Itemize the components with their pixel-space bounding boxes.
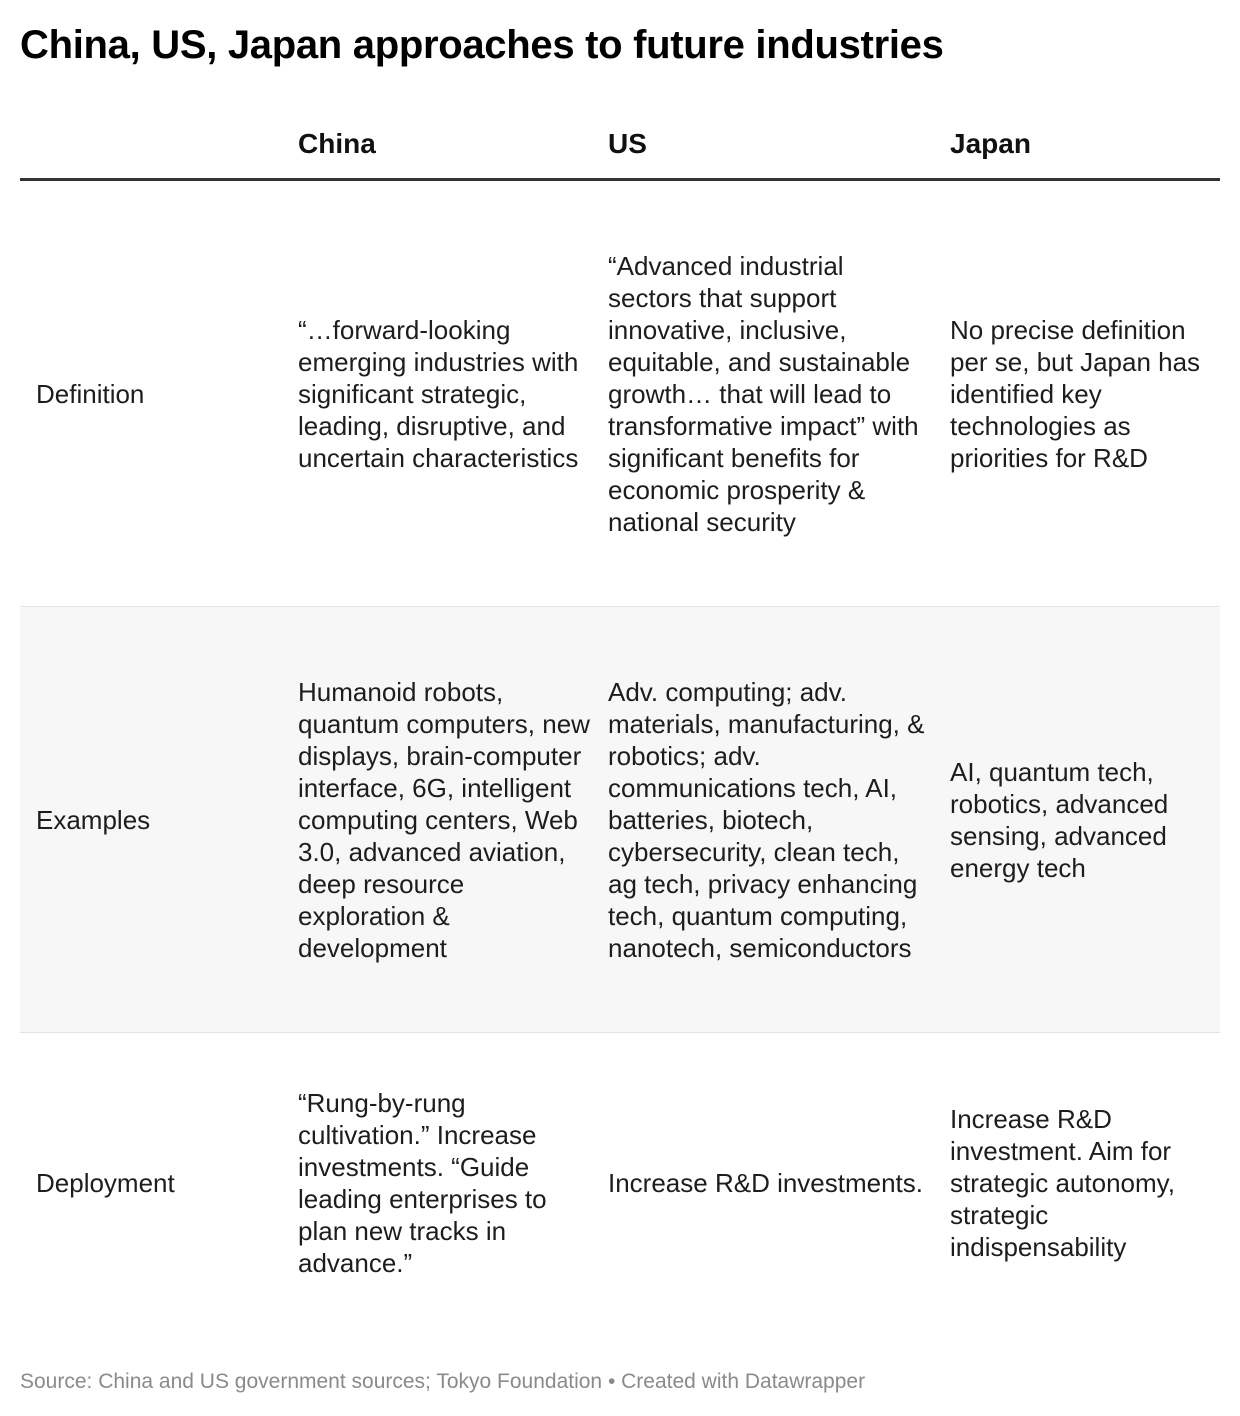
cell-japan: AI, quantum tech, robotics, advanced sensing, advanced energy tech bbox=[950, 756, 1169, 883]
cell-us: Adv. computing; adv. materials, manufacturing, & robotics; adv. communications tech, AI, batteries, biotech, cybersecurity, clean tech, ag tech, privacy enhancing tech, quantum computing, nanotech, semiconductors bbox=[608, 676, 925, 963]
table-header-row bbox=[20, 110, 1220, 181]
header-us: US bbox=[608, 128, 647, 159]
cell-china: Humanoid robots, quantum computers, new displays, brain-computer interface, 6G, intelligent computing centers, Web 3.0, advanced aviation, deep resource exploration & development bbox=[298, 676, 590, 963]
table-row-deployment bbox=[20, 1033, 1220, 1333]
header-japan: Japan bbox=[950, 128, 1031, 159]
table-row-definition bbox=[20, 181, 1220, 607]
header-china: China bbox=[298, 128, 376, 159]
source-footer: Source: China and US government sources; Tokyo Foundation • Created with Datawrapper bbox=[20, 1370, 866, 1393]
cell-japan: No precise definition per se, but Japan has identified key technologies as priorities for R&D bbox=[950, 314, 1201, 473]
page-title: China, US, Japan approaches to future industries bbox=[20, 23, 944, 67]
row-label: Deployment bbox=[36, 1168, 175, 1198]
row-label: Definition bbox=[36, 378, 145, 409]
cell-us: Increase R&D investments. bbox=[608, 1168, 924, 1198]
table-row-examples bbox=[20, 607, 1220, 1033]
cell-us: “Advanced industrial sectors that support innovative, inclusive, equitable, and sustainable growth… that will lead to transformative impact” with significant benefits for economic prosperity & national security bbox=[608, 250, 919, 537]
comparison-table bbox=[20, 110, 1220, 1333]
row-label: Examples bbox=[36, 804, 151, 835]
cell-japan: Increase R&D investment. Aim for strategic autonomy, strategic indispensability bbox=[950, 1104, 1175, 1262]
cell-china: “…forward-looking emerging industries with significant strategic, leading, disruptive, and uncertain characteristics bbox=[298, 314, 579, 473]
cell-china: “Rung-by-rung cultivation.” Increase investments. “Guide leading enterprises to plan new tracks in advance.” bbox=[298, 1088, 547, 1278]
